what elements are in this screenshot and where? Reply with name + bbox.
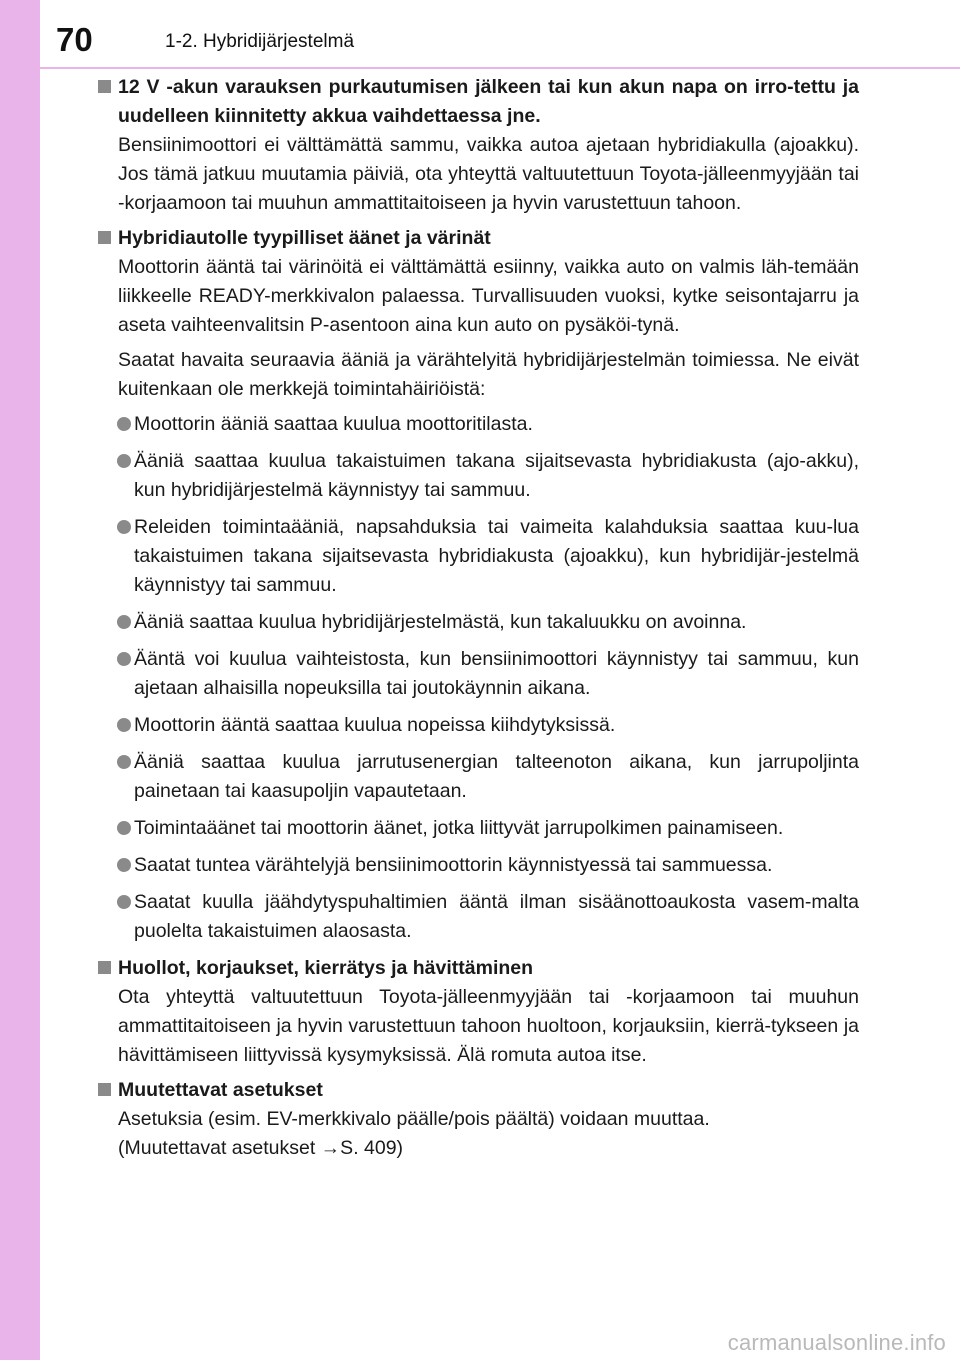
list-item-text: Releiden toimintaääniä, napsahduksia tai vaimeita kalahduksia saattaa kuu-lua takaistuimen takana sijaitsevasta hybridiakusta (ajoakku), kun hybridijär-jestelmä käynnistyy tai sammuu. xyxy=(134,516,859,596)
list-item-text: Moottorin ääntä saattaa kuulua nopeissa kiihdytyksissä. xyxy=(134,714,616,736)
round-bullet-icon xyxy=(117,520,131,534)
list-item-text: Saatat kuulla jäähdytyspuhaltimien ääntä ilman sisäänottoaukosta vasem-malta puolelta takaistuimen alaosasta. xyxy=(134,891,859,942)
section-12v-battery xyxy=(97,73,859,218)
list-item-text: Toimintaäänet tai moottorin äänet, jotka liittyvät jarrupolkimen painamiseen. xyxy=(134,817,784,839)
paragraph: Ota yhteyttä valtuutettuun Toyota-jälleenmyyjään tai -korjaamoon tai muuhun ammattitaitoiseen ja hyvin varustettuun tahoon huoltoon, korjauksiin, kierrä-tykseen ja hävittämiseen liittyvissä kysymyksissä. Älä romuta autoa itse. xyxy=(118,986,859,1066)
list-item xyxy=(118,851,859,880)
paragraph: Saatat havaita seuraavia ääniä ja värähtelyitä hybridijärjestelmän toimiessa. Ne eivät kuitenkaan ole merkkejä toimintahäiriöistä: xyxy=(118,349,859,400)
section-heading-text: Muutettavat asetukset xyxy=(118,1079,323,1101)
section-heading-text: Huollot, korjaukset, kierrätys ja hävittäminen xyxy=(118,957,534,979)
sound-list xyxy=(118,410,859,946)
paragraph: Bensiinimoottori ei välttämättä sammu, vaikka autoa ajetaan hybridiakulla (ajoakku). Jos tämä jatkuu muutamia päiviä, ota yhteyttä valtuutettuun Toyota-jälleenmyyjään tai -korjaamoon tai muuhun ammattitaitoiseen ja hyvin varustettuun tahoon. xyxy=(118,134,859,214)
square-bullet-icon xyxy=(98,231,111,244)
list-item-text: Saatat tuntea värähtelyjä bensiinimoottorin käynnistyessä tai sammuessa. xyxy=(134,854,773,876)
list-item xyxy=(118,645,859,703)
list-item-text: Ääniä saattaa kuulua jarrutusenergian talteenoton aikana, kun jarrupoljinta painetaan tai kaasupoljin vapautetaan. xyxy=(134,751,859,802)
side-accent-strip xyxy=(0,0,40,1360)
paragraph: Moottorin ääntä tai värinöitä ei välttämättä esiinny, vaikka auto on valmis läh-temään liikkeelle READY-merkkivalon palaessa. Turvallisuuden vuoksi, kytke seisontajarru ja aseta vaihteenvalitsin P-asentoon aina kun auto on pysäköi-tynä. xyxy=(118,256,859,336)
list-item xyxy=(118,608,859,637)
page-header xyxy=(40,0,960,68)
round-bullet-icon xyxy=(117,652,131,666)
section-heading-text: 12 V -akun varauksen purkautumisen jälkeen tai kun akun napa on irro-tettu ja uudelleen kiinnitetty akkua vaihdettaessa jne. xyxy=(118,76,859,127)
page-number: 70 xyxy=(56,21,93,58)
paragraph: Asetuksia (esim. EV-merkkivalo päälle/pois päältä) voidaan muuttaa. xyxy=(118,1108,710,1130)
section-heading-text: Hybridiautolle tyypilliset äänet ja värinät xyxy=(118,227,491,249)
round-bullet-icon xyxy=(117,858,131,872)
list-item-text: Ääntä voi kuulua vaihteistosta, kun bensiinimoottori käynnistyy tai sammuu, kun ajetaan alhaisilla nopeuksilla tai joutokäynnin aikana. xyxy=(134,648,859,699)
round-bullet-icon xyxy=(117,821,131,835)
section-maintenance xyxy=(97,954,859,1070)
section-custom-settings xyxy=(97,1076,859,1163)
list-item-text: Moottorin ääniä saattaa kuulua moottoritilasta. xyxy=(134,413,533,435)
list-item xyxy=(118,888,859,946)
settings-reference-link[interactable]: (Muutettavat asetukset →S. 409) xyxy=(118,1137,404,1159)
page-content xyxy=(97,73,859,1169)
round-bullet-icon xyxy=(117,417,131,431)
list-item xyxy=(118,711,859,740)
round-bullet-icon xyxy=(117,895,131,909)
section-heading xyxy=(97,224,859,253)
square-bullet-icon xyxy=(98,80,111,93)
section-heading xyxy=(97,1076,859,1105)
list-item-text: Ääniä saattaa kuulua takaistuimen takana sijaitsevasta hybridiakusta (ajo-akku), kun hybridijärjestelmä käynnistyy tai sammuu. xyxy=(134,450,859,501)
chapter-title: 1-2. Hybridijärjestelmä xyxy=(165,31,355,52)
section-hybrid-sounds xyxy=(97,224,859,946)
section-heading xyxy=(97,954,859,983)
watermark-text: carmanualsonline.info xyxy=(727,1330,946,1355)
round-bullet-icon xyxy=(117,454,131,468)
list-item xyxy=(118,447,859,505)
round-bullet-icon xyxy=(117,615,131,629)
square-bullet-icon xyxy=(98,961,111,974)
list-item-text: Ääniä saattaa kuulua hybridijärjestelmästä, kun takaluukku on avoinna. xyxy=(134,611,747,633)
square-bullet-icon xyxy=(98,1083,111,1096)
list-item xyxy=(118,748,859,806)
section-heading xyxy=(97,73,859,131)
round-bullet-icon xyxy=(117,755,131,769)
list-item xyxy=(118,814,859,843)
list-item xyxy=(118,410,859,439)
list-item xyxy=(118,513,859,600)
header-divider xyxy=(40,67,960,69)
round-bullet-icon xyxy=(117,718,131,732)
